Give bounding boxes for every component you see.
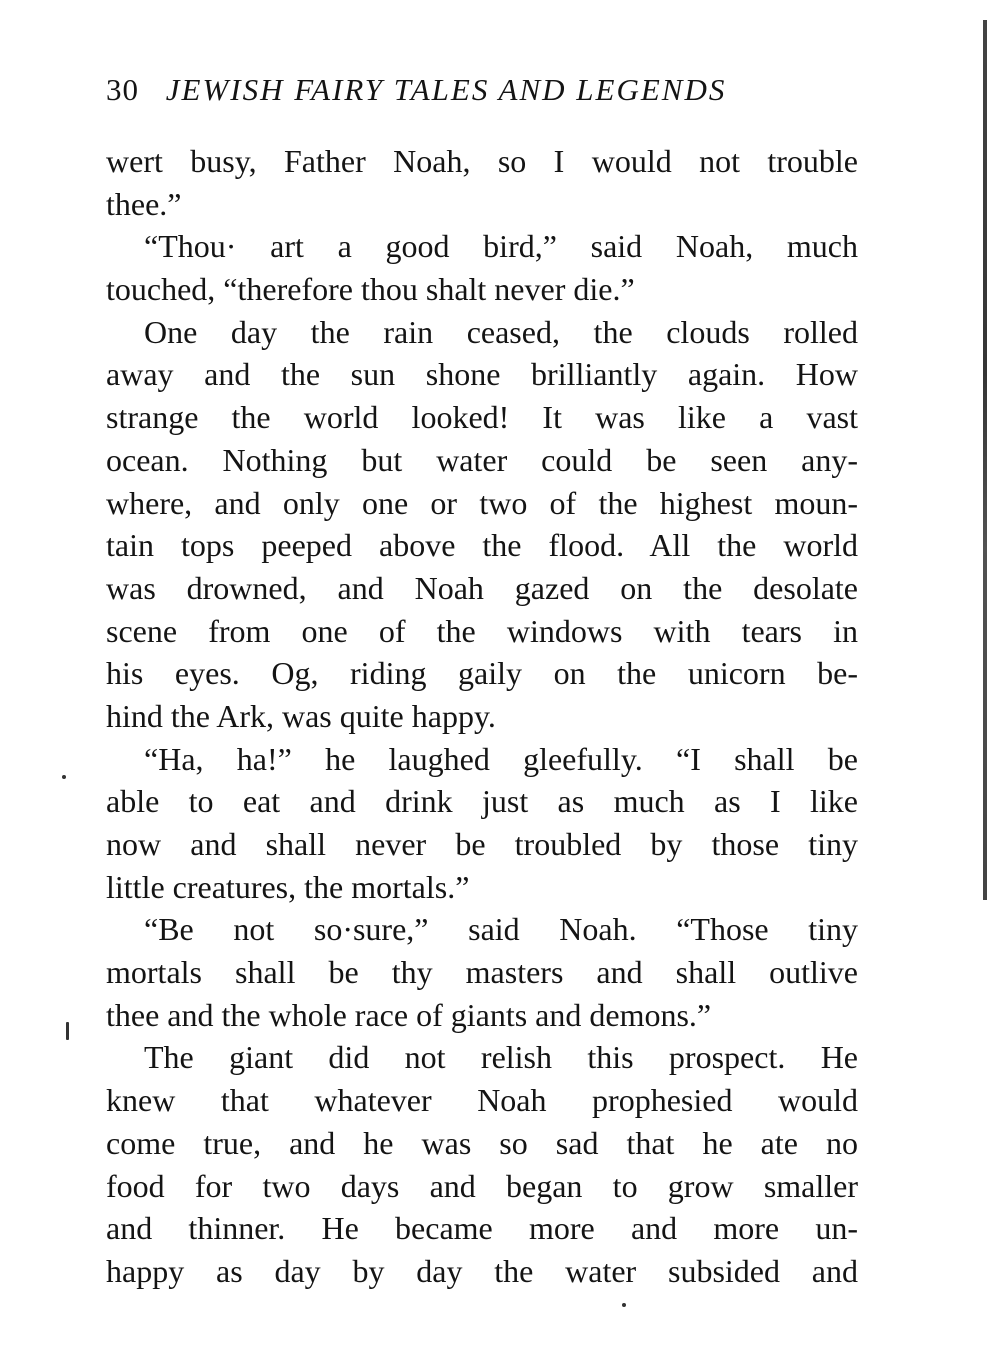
text-line: strange the world looked! It was like a vast — [106, 399, 858, 436]
text-line: was drowned, and Noah gazed on the desolate — [106, 569, 858, 606]
text-line: where, and only one or two of the highest moun- — [106, 484, 858, 521]
text-line: thee.” — [106, 185, 182, 222]
text-line: come true, and he was so sad that he ate no — [106, 1124, 858, 1161]
page-number: 30 — [106, 72, 139, 107]
text-line: mortals shall be thy masters and shall outlive — [106, 954, 858, 991]
scan-edge-shadow — [983, 20, 987, 900]
text-line: knew that whatever Noah prophesied would — [106, 1082, 858, 1119]
text-line: wert busy, Father Noah, so I would not trouble — [106, 143, 858, 179]
text-line: touched, “therefore thou shalt never die.” — [106, 271, 635, 308]
text-line: ocean. Nothing but water could be seen any- — [106, 441, 858, 478]
text-line: food for two days and began to grow smaller — [106, 1167, 858, 1204]
text-line: little creatures, the mortals.” — [106, 868, 470, 905]
scan-speck — [66, 1022, 69, 1040]
body-text — [106, 140, 858, 1293]
text-line: hind the Ark, was quite happy. — [106, 697, 496, 734]
text-line: able to eat and drink just as much as I like — [106, 783, 858, 820]
text-line: and thinner. He became more and more un- — [106, 1210, 858, 1247]
scan-speck — [622, 1303, 626, 1307]
scan-speck — [62, 775, 66, 779]
text-line: away and the sun shone brilliantly again. How — [106, 356, 858, 393]
text-line: his eyes. Og, riding gaily on the unicorn be- — [106, 655, 858, 692]
text-line: “Be not so·sure,” said Noah. “Those tiny — [144, 911, 858, 948]
text-line: scene from one of the windows with tears in — [106, 612, 858, 649]
running-title: JEWISH FAIRY TALES AND LEGENDS — [165, 72, 727, 107]
text-line: now and shall never be troubled by those tiny — [106, 826, 858, 862]
text-line: One day the rain ceased, the clouds rolled — [144, 313, 858, 350]
text-line: happy as day by day the water subsided and — [106, 1252, 858, 1289]
text-line: “Ha, ha!” he laughed gleefully. “I shall be — [144, 740, 858, 777]
text-line: The giant did not relish this prospect. He — [144, 1039, 858, 1076]
text-line: thee and the whole race of giants and demons.” — [106, 996, 712, 1033]
running-header — [106, 72, 726, 108]
text-line: tain tops peeped above the flood. All the world — [106, 527, 858, 564]
text-line: “Thou· art a good bird,” said Noah, much — [144, 228, 858, 265]
